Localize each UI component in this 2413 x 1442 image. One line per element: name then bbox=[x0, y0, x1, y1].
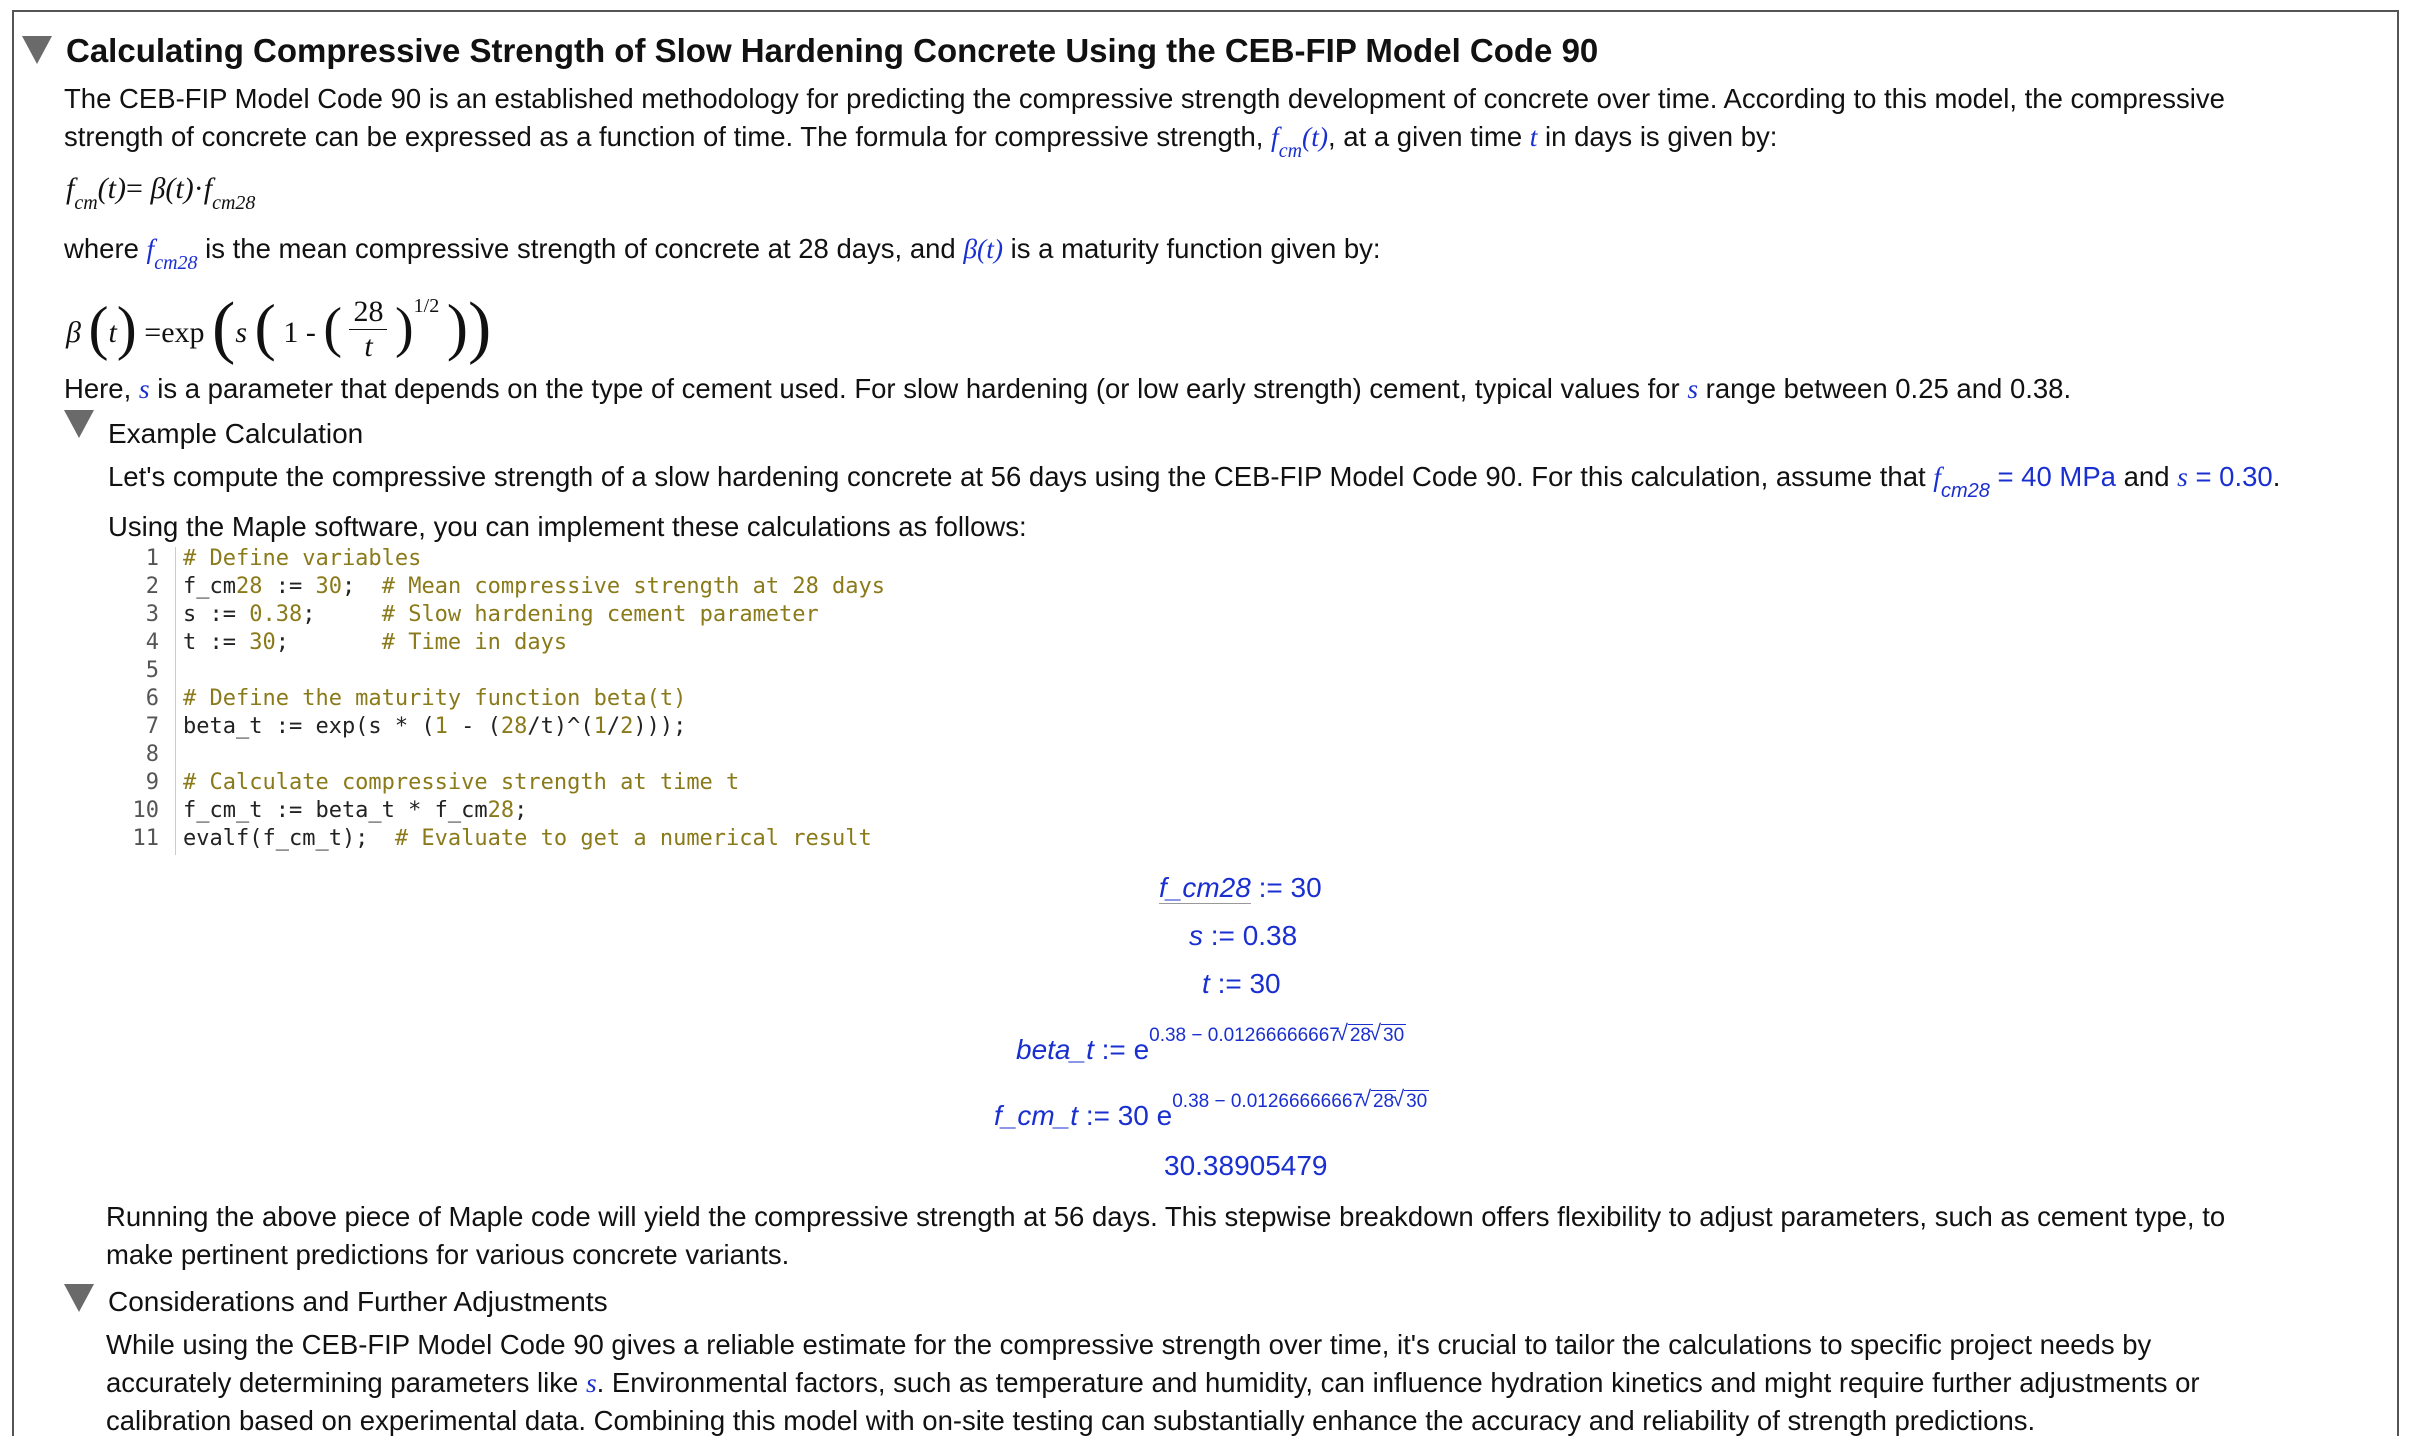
section-title: Calculating Compressive Strength of Slow Hardening Concrete Using the CEB-FIP Model Code 90 bbox=[66, 32, 1599, 69]
code-line-number: 11 bbox=[132, 826, 159, 851]
document bbox=[12, 10, 2399, 1436]
code-line[interactable]: # Define the maturity function beta(t) bbox=[183, 686, 687, 711]
output-result: 30.38905479 bbox=[1164, 1150, 1328, 1181]
output-f-cm28[interactable]: f_cm28 := 30 bbox=[1159, 872, 1322, 903]
example-line-2: Using the Maple software, you can implement these calculations as follows: bbox=[108, 511, 1027, 542]
equation-fcm: $f_{cm}(t)= \beta(t)\cdot f_{cm28}$ bbox=[66, 172, 256, 214]
equation-beta: β (t) =exp (s ( 1 - ( $\frac{28}{t}$ )$^{1/2}$ )) bbox=[66, 289, 492, 366]
code-line-number: 9 bbox=[145, 770, 159, 795]
output-t: t := 30 bbox=[1202, 968, 1281, 999]
collapse-triangle-icon[interactable] bbox=[64, 1284, 94, 1312]
intro-line-2: strength of concrete can be expressed as a function of time. The formula for compressive strength, $f_{cm}(t)$, at a given time t in days is given by: bbox=[64, 121, 1778, 162]
considerations-line-3: calibration based on experimental data. Combining this model with on-site testing can substantially enhance the accuracy and reliability of strength predictions. bbox=[106, 1405, 2036, 1436]
output-f-cm-t: f_cm_t := 30 $e^{0.38 - 0.01266666667√ 28√ 30}$ bbox=[994, 1100, 1429, 1132]
code-line-number: 3 bbox=[145, 602, 159, 627]
after-line-2: make pertinent predictions for various concrete variants. bbox=[106, 1239, 790, 1270]
code-line[interactable]: evalf(f_cm_t); # Evaluate to get a numerical result bbox=[183, 826, 872, 851]
here-line: Here, s is a parameter that depends on the type of cement used. For slow hardening (or low early strength) cement, typical values for s range between 0.25 and 0.38. bbox=[64, 373, 2072, 404]
code-line[interactable]: t := 30; # Time in days bbox=[183, 630, 568, 655]
considerations-line-2: accurately determining parameters like s. Environmental factors, such as temperature and humidity, can influence hydration kinetics and might require further adjustments or bbox=[106, 1367, 2200, 1398]
code-line[interactable]: # Define variables bbox=[183, 546, 422, 571]
code-line[interactable]: # Calculate compressive strength at time t bbox=[183, 770, 740, 795]
code-line-number: 5 bbox=[145, 658, 159, 683]
code-line[interactable]: f_cm_t := beta_t * f_cm28; bbox=[183, 798, 528, 823]
output-beta-t: beta_t := $e^{0.38 - 0.01266666667√ 28√ 30}$ bbox=[1016, 1034, 1406, 1066]
output-s: s := 0.38 bbox=[1189, 920, 1298, 951]
code-line-number: 7 bbox=[145, 714, 159, 739]
example-title: Example Calculation bbox=[108, 418, 364, 449]
example-line-1: Let's compute the compressive strength of a slow hardening concrete at 56 days using the CEB-FIP Model Code 90. For this calculation, assume that $f_{cm28} = 40$ MPa and s = 0.30. bbox=[108, 461, 2281, 502]
where-line: where $f_{cm28}$ is the mean compressive strength of concrete at 28 days, and β(t) is a maturity function given by: bbox=[64, 233, 1381, 274]
collapse-triangle-icon[interactable] bbox=[64, 410, 94, 438]
code-line-number: 2 bbox=[145, 574, 159, 599]
math-fcm-t: $f_{cm}(t)$ bbox=[1271, 121, 1328, 162]
code-line-number: 10 bbox=[132, 798, 159, 823]
intro-line-1: The CEB-FIP Model Code 90 is an established methodology for predicting the compressive strength development of concrete over time. According to this model, the compressive bbox=[64, 83, 2225, 114]
code-line-number: 4 bbox=[145, 630, 159, 655]
code-line[interactable]: beta_t := exp(s * (1 - (28/t)^(1/2))); bbox=[183, 714, 687, 739]
after-line-1: Running the above piece of Maple code will yield the compressive strength at 56 days. This stepwise breakdown offers flexibility to adjust parameters, such as cement type, to bbox=[106, 1201, 2226, 1232]
code-line-number: 1 bbox=[145, 546, 159, 571]
code-line-number: 8 bbox=[145, 742, 159, 767]
code-line-number: 6 bbox=[145, 686, 159, 711]
code-gutter-divider bbox=[175, 547, 176, 855]
code-line[interactable]: f_cm28 := 30; # Mean compressive strength at 28 days bbox=[183, 574, 886, 599]
collapse-triangle-icon[interactable] bbox=[22, 36, 52, 64]
considerations-line-1: While using the CEB-FIP Model Code 90 gives a reliable estimate for the compressive strength over time, it's crucial to tailor the calculations to specific project needs by bbox=[106, 1329, 2152, 1360]
considerations-title: Considerations and Further Adjustments bbox=[108, 1286, 608, 1317]
code-line[interactable]: s := 0.38; # Slow hardening cement parameter bbox=[183, 602, 819, 627]
